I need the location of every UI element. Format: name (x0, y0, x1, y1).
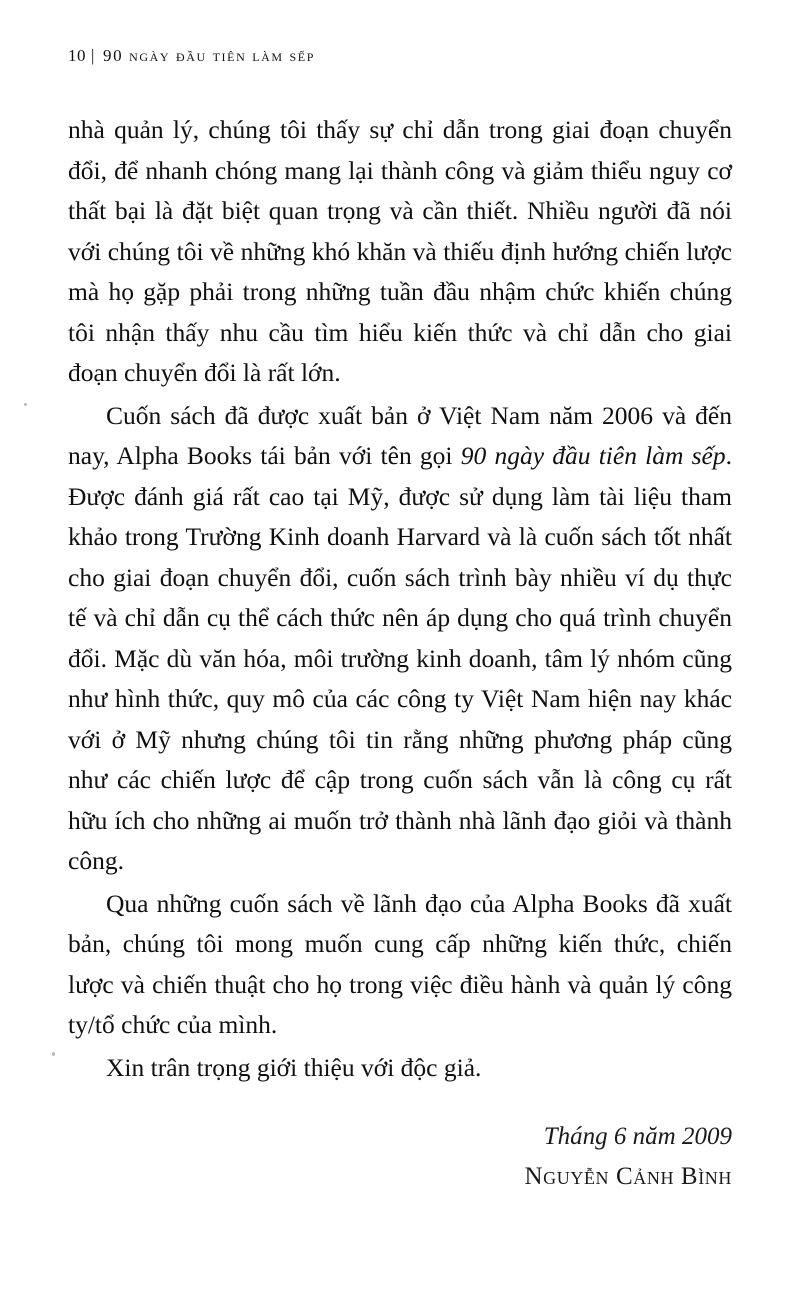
running-head-title: 90 ngày đầu tiên làm sếp (103, 46, 315, 65)
signature-name: Nguyễn Cảnh Bình (524, 1163, 732, 1190)
page-content (68, 46, 732, 1196)
page-speck (24, 403, 27, 406)
page-number: 10 (68, 46, 86, 65)
paragraph-4: Xin trân trọng giới thiệu với độc giả. (106, 1052, 482, 1082)
paragraph-3: Qua những cuốn sách về lãnh đạo của Alpha Books đã xuất bản, chúng tôi mong muốn cung cấp những kiến thức, chiến lược và chiến thuật cho họ trong việc điều hành và quản lý công ty/tổ chức của mình. (68, 888, 732, 1039)
running-head (68, 46, 732, 66)
book-title-italic: 90 ngày đầu tiên làm sếp (460, 441, 726, 470)
body-text (68, 110, 732, 1088)
paragraph-1: nhà quản lý, chúng tôi thấy sự chỉ dẫn trong giai đoạn chuyển đổi, để nhanh chóng mang lại thành công và giảm thiểu nguy cơ thất bại là đặt biệt quan trọng và cần thiết. Nhiều người đã nói với chúng tôi về những khó khăn và thiếu định hướng chiến lược mà họ gặp phải trong những tuần đầu nhậm chức khiến chúng tôi nhận thấy nhu cầu tìm hiểu kiến thức và chỉ dẫn cho giai đoạn chuyển đổi là rất lớn. (68, 115, 732, 387)
paragraph-2-before-italic: Cuốn sách đã được xuất bản ở Việt Nam năm 2006 và đến nay, Alpha Books tái bản với tên gọi (68, 400, 732, 470)
running-head-separator: | (91, 46, 97, 65)
page-speck (52, 1052, 55, 1056)
signature-date: Tháng 6 năm 2009 (543, 1123, 732, 1150)
signature-block (68, 1118, 732, 1196)
paragraph-2 (68, 396, 732, 882)
paragraph-2-after-italic: . Được đánh giá rất cao tại Mỹ, được sử dụng làm tài liệu tham khảo trong Trường Kinh doanh Harvard và là cuốn sách tốt nhất cho giai đoạn chuyển đổi, cuốn sách trình bày nhiều ví dụ thực tế và chỉ dẫn cụ thể cách thức nên áp dụng cho quá trình chuyển đổi. Mặc dù văn hóa, môi trường kinh doanh, tâm lý nhóm cũng như hình thức, quy mô của các công ty Việt Nam hiện nay khác với ở Mỹ nhưng chúng tôi tin rằng những phương pháp cũng như các chiến lược để cập trong cuốn sách vẫn là công cụ rất hữu ích cho những ai muốn trở thành nhà lãnh đạo giỏi và thành công. (68, 441, 732, 875)
